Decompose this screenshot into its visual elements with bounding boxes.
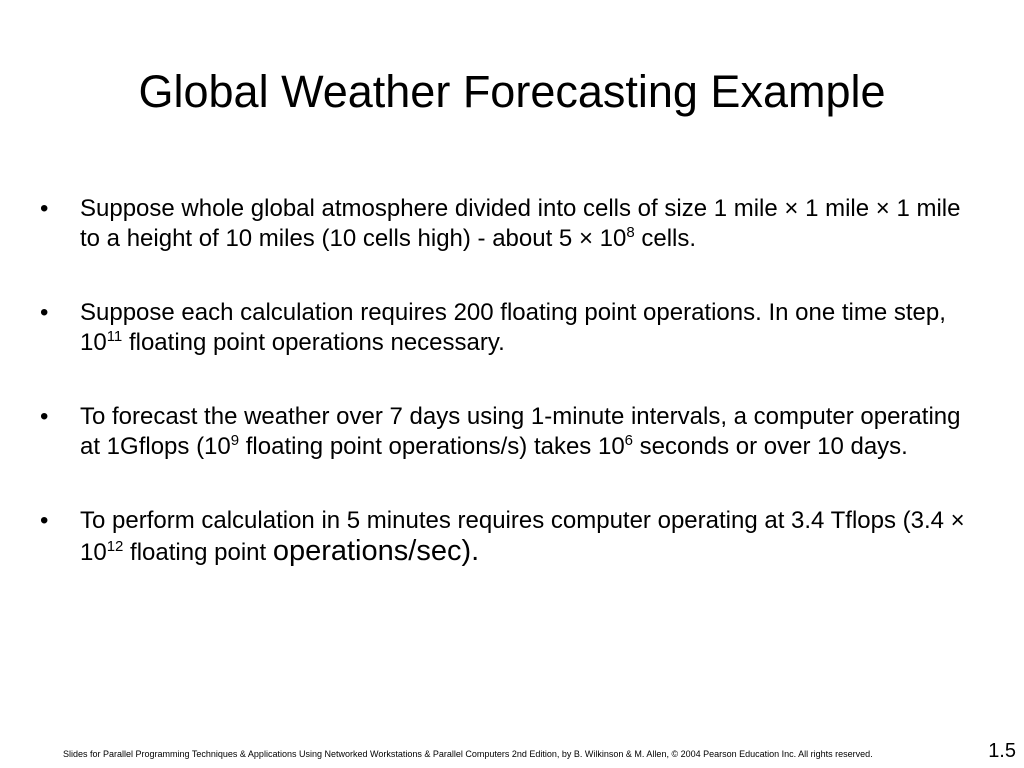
slide-title: Global Weather Forecasting Example [138, 66, 886, 117]
bullet-text [80, 195, 960, 252]
text-segment-large: operations/sec). [272, 535, 480, 567]
text-segment: Suppose each calculation requires 200 floating point operations. In one time step, 10 [80, 299, 946, 356]
bullet-item-five-minutes [40, 506, 985, 568]
text-segment: cells. [634, 225, 697, 252]
text-segment: Suppose whole global atmosphere divided into cells of size 1 mile × 1 mile × 1 mile to a height of 10 miles (10 cells high) - about 5 × 10 [80, 195, 961, 252]
bullet-icon: • [40, 195, 49, 222]
bullet-icon: • [40, 403, 49, 430]
text-segment: To perform calculation in 5 minutes requires computer operating at 3.4 Tflops (3.4 × 10 [80, 507, 965, 566]
text-segment: seconds or over 10 days. [633, 433, 908, 460]
superscript: 11 [106, 328, 123, 345]
bullet-list [40, 194, 985, 568]
bullet-item-cells [40, 194, 985, 254]
text-segment: To forecast the weather over 7 days using 1-minute intervals, a computer operating at 1Gflops (10 [80, 403, 961, 460]
bullet-text [80, 507, 965, 566]
bullet-item-forecast [40, 402, 985, 462]
superscript: 12 [106, 538, 124, 555]
bullet-item-operations [40, 298, 985, 358]
bullet-text [80, 403, 960, 460]
bullet-text [80, 299, 946, 356]
superscript: 8 [626, 224, 635, 241]
text-segment: floating point operations necessary. [122, 329, 505, 356]
footer-copyright: Slides for Parallel Programming Techniques & Applications Using Networked Workstations & Parallel Computers 2nd Edition, by B. Wilkinson & M. Allen, © 2004 Pearson Education Inc. All rights reserved. [63, 749, 873, 759]
text-segment: floating point [123, 539, 273, 566]
bullet-icon: • [40, 299, 49, 326]
superscript: 6 [624, 432, 634, 449]
text-segment: floating point operations/s) takes 10 [239, 433, 625, 460]
slide-number: 1.5 [988, 740, 1016, 762]
superscript: 9 [230, 432, 240, 449]
bullet-icon: • [40, 507, 49, 534]
